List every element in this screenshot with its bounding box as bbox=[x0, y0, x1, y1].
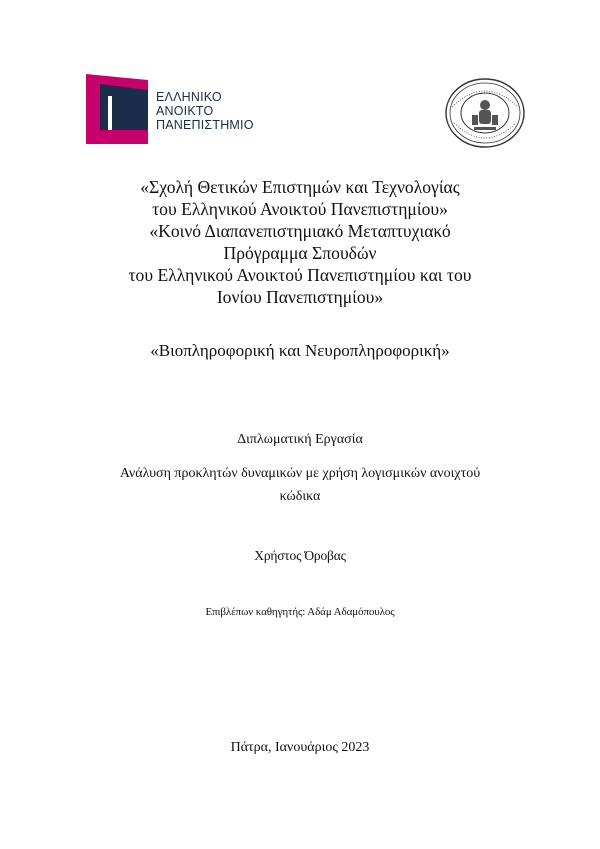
heading-line: Ιονίου Πανεπιστημίου» bbox=[216, 287, 384, 307]
thesis-title bbox=[0, 462, 600, 508]
thesis-title-line: κώδικα bbox=[279, 489, 321, 504]
author-name: Χρήστος Όροβας bbox=[254, 548, 346, 563]
place-and-date: Πάτρα, Ιανουάριος 2023 bbox=[230, 740, 370, 755]
program-name: «Βιοπληροφορική και Νευροπληροφορική» bbox=[150, 341, 450, 360]
eap-logo bbox=[86, 74, 276, 144]
ionian-university-seal bbox=[444, 77, 526, 149]
heading-line: «Σχολή Θετικών Επιστημών και Τεχνολογίας bbox=[140, 177, 460, 197]
school-and-program-heading bbox=[0, 176, 600, 308]
supervisor: Επιβλέπων καθηγητής: Αδάμ Αδαμόπουλος bbox=[205, 606, 395, 618]
thesis-type: Διπλωματική Εργασία bbox=[237, 432, 363, 447]
heading-line: του Ελληνικού Ανοικτού Πανεπιστημίου και του bbox=[128, 265, 472, 285]
heading-line: «Κοινό Διαπανεπιστημιακό Μεταπτυχιακό bbox=[149, 221, 451, 241]
thesis-title-line: Ανάλυση προκλητών δυναμικών με χρήση λογισμικών ανοιχτού bbox=[119, 466, 481, 481]
heading-line: Πρόγραμμα Σπουδών bbox=[223, 243, 377, 263]
logo-line: ΕΛΛΗΝΙΚΟ bbox=[156, 90, 222, 104]
eap-logo-mark bbox=[86, 74, 148, 144]
logo-line: ΑΝΟΙΚΤΟ bbox=[156, 104, 214, 118]
eap-logo-text bbox=[156, 90, 254, 132]
heading-line: του Ελληνικού Ανοικτού Πανεπιστημίου» bbox=[152, 199, 448, 219]
logo-line: ΠΑΝΕΠΙΣΤΗΜΙΟ bbox=[156, 118, 254, 132]
